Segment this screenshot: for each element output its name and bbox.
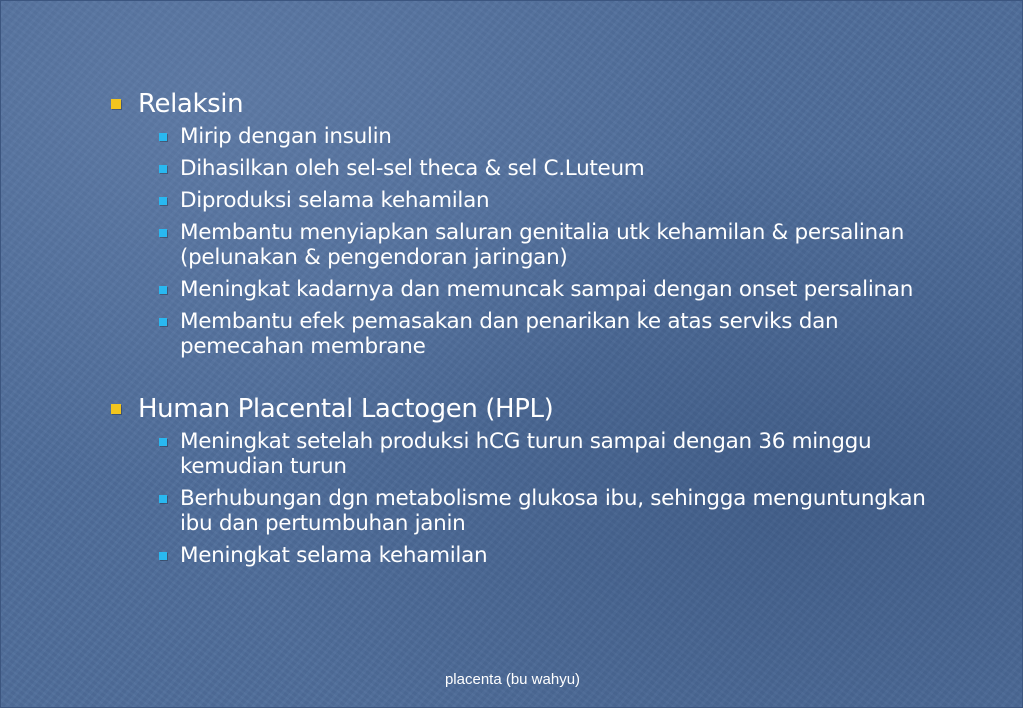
list-item-text: Meningkat setelah produksi hCG turun sampai dengan 36 minggu kemudian turun <box>180 429 872 479</box>
list-item-text: Mirip dengan insulin <box>180 124 392 149</box>
section-gap <box>109 366 969 392</box>
section-heading-hpl <box>109 392 969 426</box>
list-item <box>151 486 940 536</box>
list-item <box>151 277 940 302</box>
square-bullet-icon <box>159 495 167 503</box>
slide-footer: placenta (bu wahyu) <box>444 671 581 688</box>
list-item <box>151 220 940 270</box>
list-item <box>151 188 940 213</box>
list-item-text: Berhubungan dgn metabolisme glukosa ibu, sehingga menguntungkan ibu dan pertumbuhan janin <box>180 486 926 536</box>
square-bullet-icon <box>159 229 167 237</box>
list-item <box>151 429 940 479</box>
square-bullet-icon <box>159 133 167 141</box>
slide-content <box>109 87 969 575</box>
square-bullet-icon <box>159 438 167 446</box>
list-item-text: Membantu efek pemasakan dan penarikan ke atas serviks dan pemecahan membrane <box>180 309 839 359</box>
section-heading-relaksin <box>109 87 969 121</box>
list-item-text: Membantu menyiapkan saluran genitalia utk kehamilan & persalinan (pelunakan & pengendoran jaringan) <box>180 220 905 270</box>
square-bullet-icon <box>159 552 167 560</box>
section-title: Relaksin <box>138 89 244 119</box>
square-bullet-icon <box>159 165 167 173</box>
list-item <box>151 543 940 568</box>
square-bullet-icon <box>159 318 167 326</box>
square-bullet-icon <box>159 286 167 294</box>
section-title: Human Placental Lactogen (HPL) <box>138 394 554 424</box>
list-item <box>151 309 940 359</box>
hpl-list <box>151 429 969 568</box>
list-item <box>151 156 940 181</box>
list-item-text: Meningkat kadarnya dan memuncak sampai dengan onset persalinan <box>180 277 914 302</box>
list-item-text: Diproduksi selama kehamilan <box>180 188 490 213</box>
square-bullet-icon <box>159 197 167 205</box>
list-item <box>151 124 940 149</box>
list-item-text: Meningkat selama kehamilan <box>180 543 488 568</box>
square-bullet-icon <box>111 404 121 414</box>
list-item-text: Dihasilkan oleh sel-sel theca & sel C.Luteum <box>180 156 645 181</box>
square-bullet-icon <box>111 99 121 109</box>
relaksin-list <box>151 124 969 359</box>
